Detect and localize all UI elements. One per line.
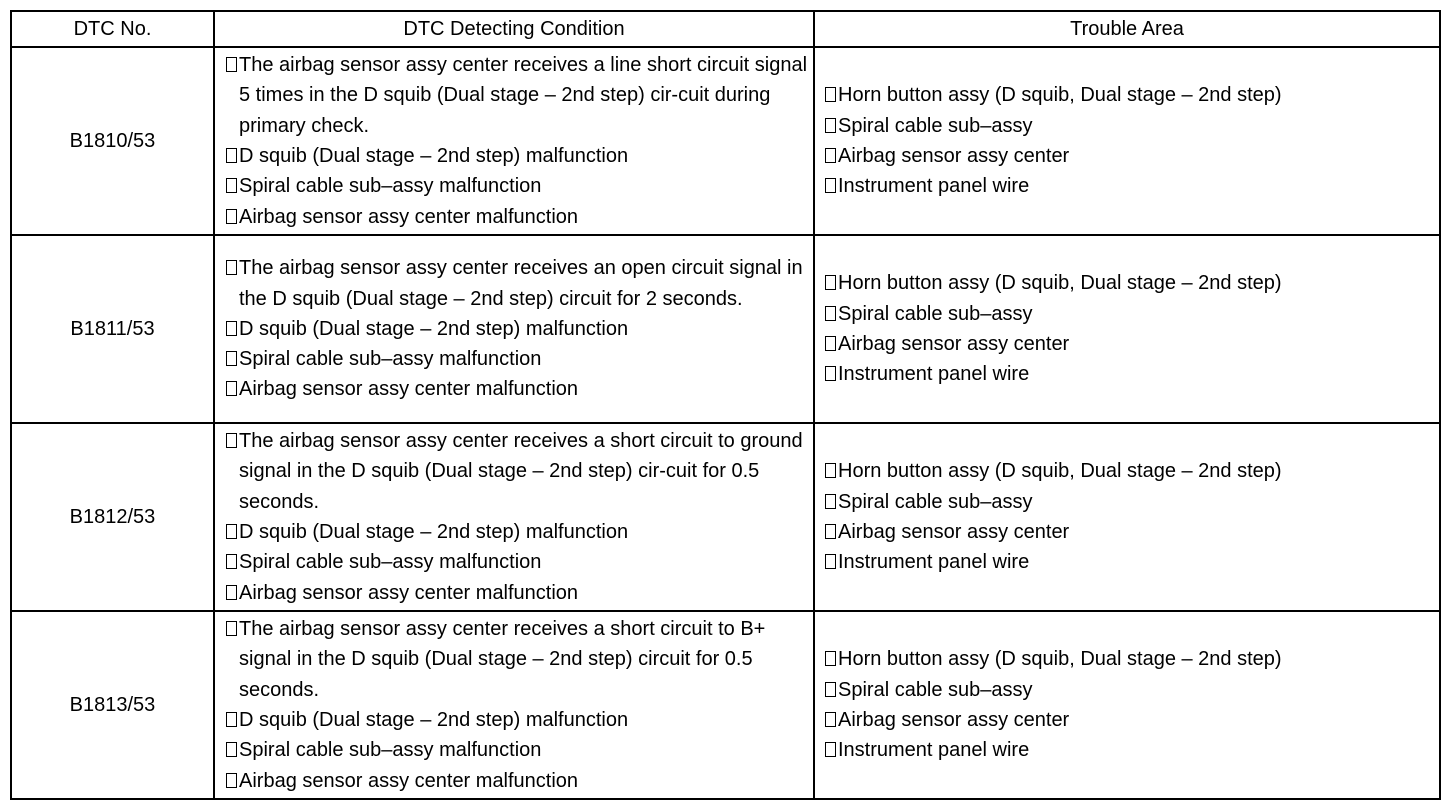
area-item [815,547,1439,577]
checkbox-bullet-icon [226,742,237,757]
checkbox-bullet-icon [226,621,237,636]
area-text: Spiral cable sub–assy [838,114,1033,137]
area-text: Spiral cable sub–assy [838,678,1033,701]
area-item [815,268,1439,298]
area-item [815,359,1439,389]
trouble-area-cell [814,235,1440,423]
condition-cell [214,423,814,611]
area-text: Airbag sensor assy center [838,333,1070,355]
checkbox-bullet-icon [226,554,237,569]
condition-text: The airbag sensor assy center receives a short circuit to B+ signal in the D squib (Dual stage – 2nd step) circuit for 0.5 seconds. [239,618,766,701]
checkbox-bullet-icon [825,275,836,290]
condition-list [215,614,813,796]
condition-cell [214,47,814,235]
table-row [11,423,1440,611]
checkbox-bullet-icon [226,433,237,448]
checkbox-bullet-icon [226,381,237,396]
condition-text: Airbag sensor assy center malfunction [239,581,579,604]
condition-list [215,50,813,232]
condition-item [215,766,813,796]
checkbox-bullet-icon [825,178,836,193]
area-text: Instrument panel wire [838,175,1030,198]
checkbox-bullet-icon [825,463,836,478]
condition-item [215,253,813,314]
area-item [815,517,1439,547]
area-item [815,299,1439,329]
trouble-area-list [815,456,1439,577]
checkbox-bullet-icon [226,178,237,193]
table-row [11,47,1440,235]
condition-text: Airbag sensor assy center malfunction [239,205,579,228]
area-text: Instrument panel wire [838,363,1030,386]
area-item [815,675,1439,705]
checkbox-bullet-icon [226,712,237,727]
area-item [815,141,1439,171]
area-text: Instrument panel wire [838,551,1030,574]
table-row [11,611,1440,799]
condition-text: Spiral cable sub–assy malfunction [239,739,542,762]
checkbox-bullet-icon [825,87,836,102]
checkbox-bullet-icon [226,351,237,366]
trouble-area-list [815,80,1439,201]
trouble-area-list [815,644,1439,765]
condition-text: D squib (Dual stage – 2nd step) malfunction [239,145,629,167]
checkbox-bullet-icon [226,321,237,336]
condition-item [215,517,813,547]
area-text: Airbag sensor assy center [838,709,1070,731]
checkbox-bullet-icon [226,209,237,224]
area-text: Spiral cable sub–assy [838,490,1033,513]
table-header-row [11,11,1440,47]
checkbox-bullet-icon [226,773,237,788]
checkbox-bullet-icon [226,585,237,600]
area-text: Horn button assy (D squib, Dual stage – 2nd step) [838,648,1282,671]
condition-item [215,374,813,404]
checkbox-bullet-icon [226,524,237,539]
area-item [815,111,1439,141]
condition-text: D squib (Dual stage – 2nd step) malfunction [239,521,629,543]
trouble-area-cell [814,611,1440,799]
area-text: Spiral cable sub–assy [838,302,1033,325]
checkbox-bullet-icon [825,554,836,569]
checkbox-bullet-icon [825,712,836,727]
condition-text: Spiral cable sub–assy malfunction [239,175,542,198]
trouble-area-cell [814,47,1440,235]
condition-text: The airbag sensor assy center receives a short circuit to ground signal in the D squib (Dual stage – 2nd step) cir-cuit for 0.5 seconds. [239,430,803,513]
condition-list [215,253,813,404]
area-text: Instrument panel wire [838,739,1030,762]
checkbox-bullet-icon [825,494,836,509]
checkbox-bullet-icon [825,524,836,539]
condition-text: Airbag sensor assy center malfunction [239,769,579,792]
checkbox-bullet-icon [825,148,836,163]
condition-text: D squib (Dual stage – 2nd step) malfunction [239,709,629,731]
checkbox-bullet-icon [825,336,836,351]
condition-item [215,705,813,735]
checkbox-bullet-icon [825,651,836,666]
area-item [815,456,1439,486]
condition-item [215,344,813,374]
condition-item [215,547,813,577]
trouble-area-list [815,268,1439,389]
condition-text: The airbag sensor assy center receives an open circuit signal in the D squib (Dual stage – 2nd step) circuit for 2 seconds. [239,257,803,310]
header-detecting-condition: DTC Detecting Condition [214,11,814,47]
checkbox-bullet-icon [825,118,836,133]
area-item [815,329,1439,359]
checkbox-bullet-icon [825,306,836,321]
condition-item [215,141,813,171]
condition-item [215,426,813,517]
area-item [815,735,1439,765]
area-text: Horn button assy (D squib, Dual stage – 2nd step) [838,460,1282,483]
dtc-code: B1810/53 [11,47,214,235]
area-text: Horn button assy (D squib, Dual stage – 2nd step) [838,272,1282,295]
condition-text: Airbag sensor assy center malfunction [239,378,579,401]
condition-text: Spiral cable sub–assy malfunction [239,551,542,574]
condition-item [215,735,813,765]
area-item [815,705,1439,735]
checkbox-bullet-icon [825,682,836,697]
condition-text: Spiral cable sub–assy malfunction [239,348,542,371]
checkbox-bullet-icon [226,260,237,275]
area-item [815,487,1439,517]
checkbox-bullet-icon [825,742,836,757]
condition-item [215,171,813,201]
dtc-code: B1813/53 [11,611,214,799]
checkbox-bullet-icon [226,57,237,72]
header-trouble-area: Trouble Area [814,11,1440,47]
condition-text: D squib (Dual stage – 2nd step) malfunction [239,317,629,340]
checkbox-bullet-icon [825,366,836,381]
table-row [11,235,1440,423]
dtc-code: B1811/53 [11,235,214,423]
condition-cell [214,611,814,799]
condition-item [215,578,813,608]
area-item [815,644,1439,674]
area-text: Horn button assy (D squib, Dual stage – 2nd step) [838,84,1282,107]
dtc-code: B1812/53 [11,423,214,611]
trouble-area-cell [814,423,1440,611]
condition-item [215,202,813,232]
checkbox-bullet-icon [226,148,237,163]
condition-list [215,426,813,608]
dtc-table [10,10,1441,800]
area-text: Airbag sensor assy center [838,145,1070,167]
condition-item [215,50,813,141]
area-text: Airbag sensor assy center [838,521,1070,543]
header-dtc-no: DTC No. [11,11,214,47]
condition-item [215,614,813,705]
condition-text: The airbag sensor assy center receives a line short circuit signal 5 times in the D squib (Dual stage – 2nd step) cir-cuit during primary check. [239,54,808,137]
area-item [815,80,1439,110]
condition-cell [214,235,814,423]
area-item [815,171,1439,201]
condition-item [215,314,813,344]
